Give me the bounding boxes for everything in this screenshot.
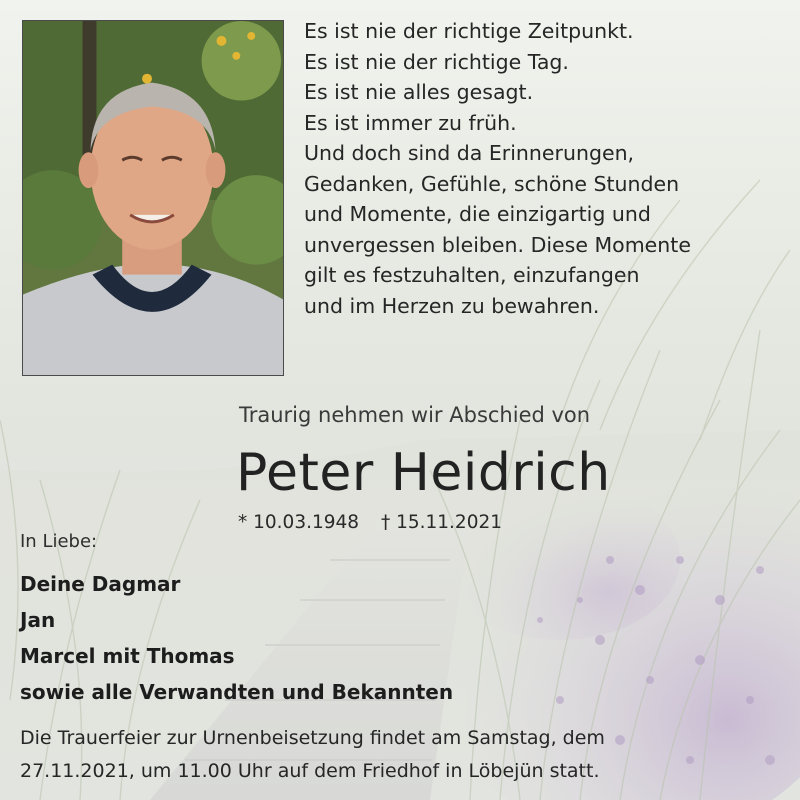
poem-line: Es ist nie alles gesagt. [304, 80, 534, 104]
poem-line: Es ist immer zu früh. [304, 110, 517, 135]
service-notice [20, 722, 790, 788]
poem-line: Und doch sind da Erinnerungen, [304, 141, 635, 165]
mourner: Jan [20, 608, 56, 632]
mourner: Marcel mit Thomas [20, 644, 235, 668]
farewell-intro: Traurig nehmen wir Abschied von [239, 403, 591, 427]
poem-line: Es ist nie der richtige Zeitpunkt. [304, 19, 634, 43]
death-date: † 15.11.2021 [380, 512, 503, 533]
poem-line: Es ist nie der richtige Tag. [304, 49, 569, 74]
in-love-label: In Liebe: [20, 531, 98, 552]
birth-date: * 10.03.1948 [238, 512, 360, 533]
portrait-illustration [23, 21, 283, 375]
poem-line: und im Herzen zu bewahren. [304, 293, 600, 318]
poem-line: und Momente, die einzigartig und [304, 202, 651, 226]
deceased-name: Peter Heidrich [236, 443, 611, 503]
poem-line: unvergessen bleiben. Diese Momente [304, 232, 691, 257]
service-line: 27.11.2021, um 11.00 Uhr auf dem Friedhof in Löbejün statt. [20, 760, 600, 782]
mourner: Deine Dagmar [20, 572, 181, 596]
poem [304, 16, 784, 321]
service-line: Die Trauerfeier zur Urnenbeisetzung findet am Samstag, dem [20, 727, 605, 749]
poem-line: Gedanken, Gefühle, schöne Stunden [304, 171, 680, 196]
mourner: sowie alle Verwandten und Bekannten [20, 680, 454, 704]
poem-line: gilt es festzuhalten, einzufangen [304, 263, 640, 287]
mourners-list [20, 566, 453, 710]
portrait-photo [22, 20, 284, 376]
life-dates [238, 512, 518, 533]
